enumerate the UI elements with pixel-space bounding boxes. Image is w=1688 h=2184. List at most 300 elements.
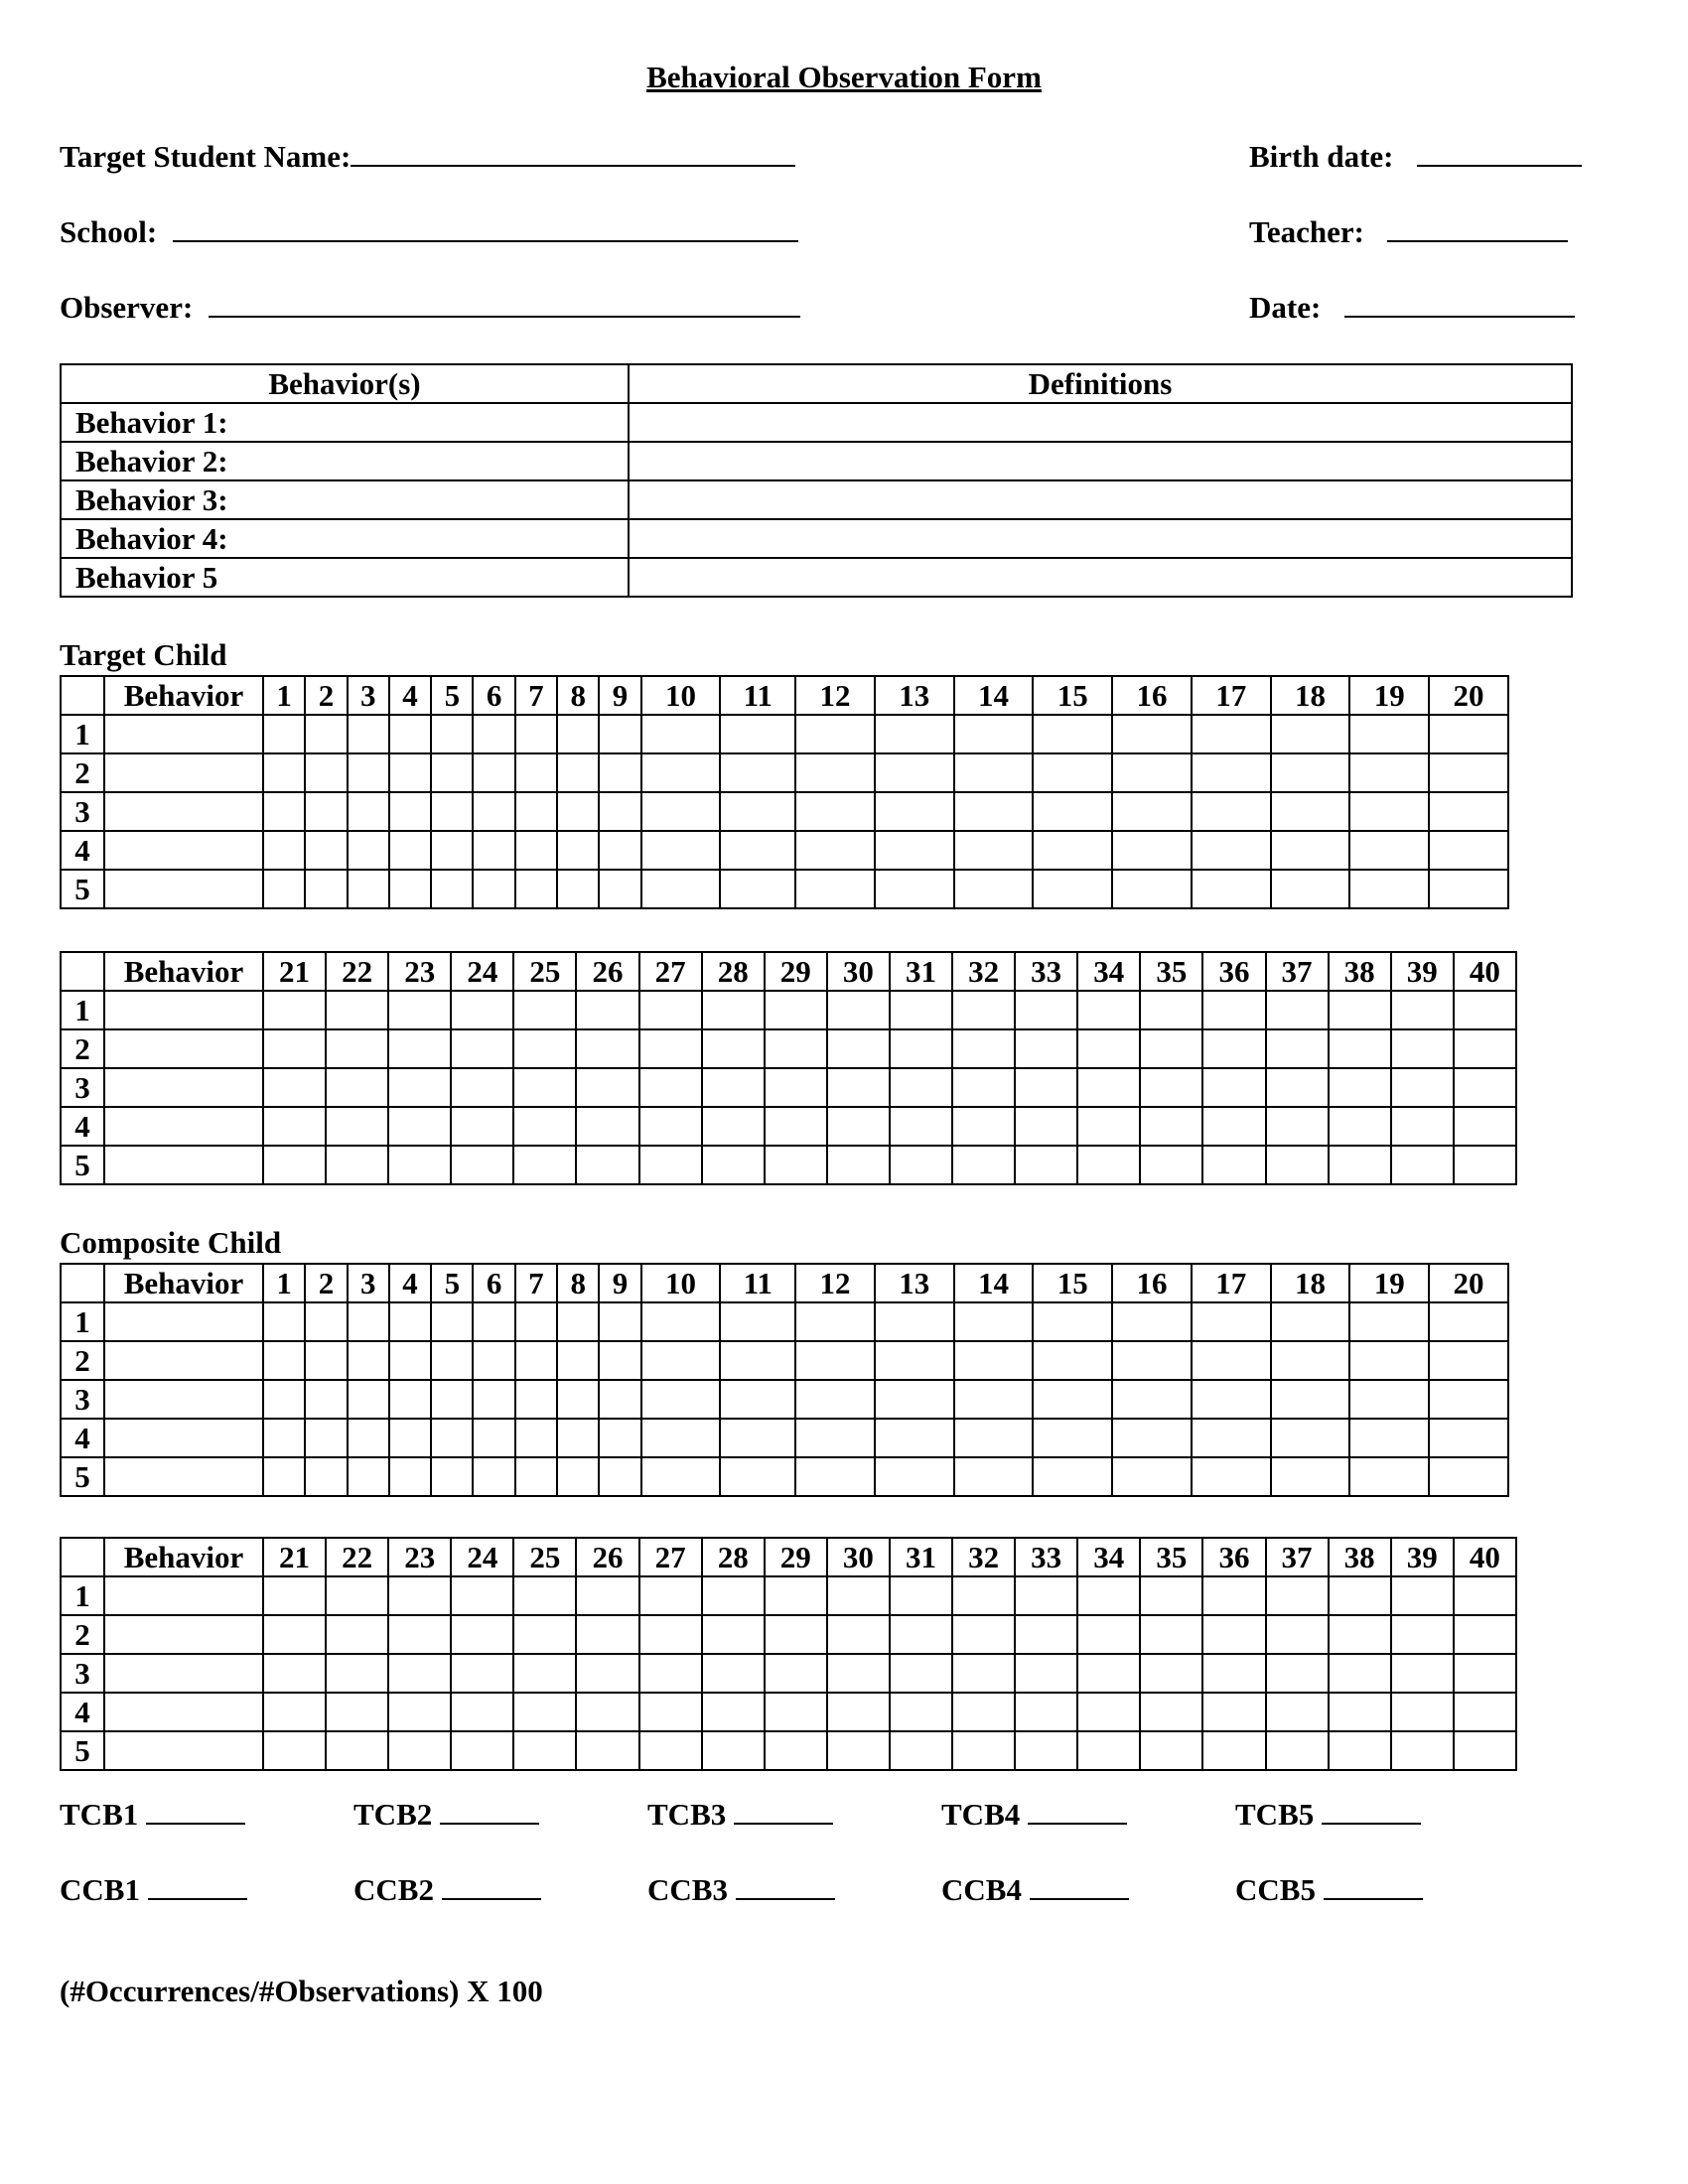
observation-cell[interactable] bbox=[954, 1419, 1034, 1457]
observation-cell[interactable] bbox=[576, 1107, 638, 1146]
observation-cell[interactable] bbox=[1329, 991, 1391, 1029]
observation-cell[interactable] bbox=[952, 1146, 1015, 1184]
observation-cell[interactable] bbox=[1112, 792, 1192, 831]
observation-cell[interactable] bbox=[388, 1615, 451, 1654]
observation-cell[interactable] bbox=[1077, 1654, 1140, 1693]
observation-cell[interactable] bbox=[557, 1302, 599, 1341]
observation-cell[interactable] bbox=[451, 1146, 513, 1184]
observation-cell[interactable] bbox=[1140, 1068, 1202, 1107]
observation-cell[interactable] bbox=[263, 1029, 326, 1068]
observation-cell[interactable] bbox=[1391, 1615, 1454, 1654]
observation-cell[interactable] bbox=[827, 1615, 890, 1654]
observation-cell[interactable] bbox=[263, 831, 305, 870]
observation-cell[interactable] bbox=[388, 1029, 451, 1068]
observation-cell[interactable] bbox=[720, 1457, 795, 1496]
observation-cell[interactable] bbox=[641, 1457, 721, 1496]
observation-cell[interactable] bbox=[1454, 1146, 1516, 1184]
behavior-cell[interactable] bbox=[104, 1146, 263, 1184]
behavior-cell[interactable] bbox=[104, 1302, 263, 1341]
behavior-cell[interactable] bbox=[104, 991, 263, 1029]
observation-cell[interactable] bbox=[263, 1654, 326, 1693]
observation-cell[interactable] bbox=[827, 1654, 890, 1693]
behavior-cell[interactable] bbox=[104, 1341, 263, 1380]
observation-cell[interactable] bbox=[765, 991, 827, 1029]
ccb-score-input[interactable] bbox=[736, 1872, 835, 1900]
observation-cell[interactable] bbox=[1391, 1029, 1454, 1068]
observer-input[interactable] bbox=[209, 288, 800, 318]
observation-cell[interactable] bbox=[1112, 870, 1192, 908]
observation-cell[interactable] bbox=[875, 1341, 954, 1380]
observation-cell[interactable] bbox=[451, 1576, 513, 1615]
observation-cell[interactable] bbox=[389, 831, 431, 870]
observation-cell[interactable] bbox=[1391, 991, 1454, 1029]
observation-cell[interactable] bbox=[389, 715, 431, 753]
observation-cell[interactable] bbox=[1112, 1380, 1192, 1419]
observation-cell[interactable] bbox=[599, 753, 640, 792]
observation-cell[interactable] bbox=[515, 792, 557, 831]
observation-cell[interactable] bbox=[515, 715, 557, 753]
observation-cell[interactable] bbox=[875, 1457, 954, 1496]
observation-cell[interactable] bbox=[952, 1693, 1015, 1731]
observation-cell[interactable] bbox=[1033, 1341, 1112, 1380]
observation-cell[interactable] bbox=[431, 715, 473, 753]
observation-cell[interactable] bbox=[639, 1731, 702, 1770]
observation-cell[interactable] bbox=[1329, 1731, 1391, 1770]
observation-cell[interactable] bbox=[473, 1380, 514, 1419]
observation-cell[interactable] bbox=[451, 1029, 513, 1068]
observation-cell[interactable] bbox=[720, 1302, 795, 1341]
observation-cell[interactable] bbox=[515, 1302, 557, 1341]
observation-cell[interactable] bbox=[473, 1341, 514, 1380]
observation-cell[interactable] bbox=[305, 715, 347, 753]
tcb-score-input[interactable] bbox=[146, 1797, 245, 1825]
observation-cell[interactable] bbox=[1112, 831, 1192, 870]
behavior-cell[interactable] bbox=[104, 792, 263, 831]
observation-cell[interactable] bbox=[1140, 1029, 1202, 1068]
observation-cell[interactable] bbox=[720, 870, 795, 908]
observation-cell[interactable] bbox=[326, 1146, 388, 1184]
observation-cell[interactable] bbox=[952, 1107, 1015, 1146]
definition-cell[interactable] bbox=[629, 403, 1572, 442]
observation-cell[interactable] bbox=[599, 870, 640, 908]
observation-cell[interactable] bbox=[348, 1419, 389, 1457]
observation-cell[interactable] bbox=[389, 1457, 431, 1496]
observation-cell[interactable] bbox=[1112, 715, 1192, 753]
tcb-score-input[interactable] bbox=[1322, 1797, 1421, 1825]
observation-cell[interactable] bbox=[720, 753, 795, 792]
observation-cell[interactable] bbox=[1429, 1302, 1508, 1341]
observation-cell[interactable] bbox=[389, 792, 431, 831]
behavior-cell[interactable] bbox=[104, 1731, 263, 1770]
observation-cell[interactable] bbox=[326, 991, 388, 1029]
observation-cell[interactable] bbox=[1015, 1146, 1077, 1184]
behavior-cell[interactable] bbox=[104, 1029, 263, 1068]
observation-cell[interactable] bbox=[1266, 1107, 1329, 1146]
definition-cell[interactable] bbox=[629, 442, 1572, 480]
observation-cell[interactable] bbox=[1033, 870, 1112, 908]
observation-cell[interactable] bbox=[326, 1029, 388, 1068]
observation-cell[interactable] bbox=[1349, 1380, 1429, 1419]
observation-cell[interactable] bbox=[263, 1107, 326, 1146]
observation-cell[interactable] bbox=[641, 792, 721, 831]
observation-cell[interactable] bbox=[1140, 1107, 1202, 1146]
observation-cell[interactable] bbox=[1271, 1302, 1350, 1341]
observation-cell[interactable] bbox=[326, 1615, 388, 1654]
observation-cell[interactable] bbox=[576, 1576, 638, 1615]
teacher-input[interactable] bbox=[1387, 212, 1568, 242]
observation-cell[interactable] bbox=[599, 831, 640, 870]
observation-cell[interactable] bbox=[1329, 1654, 1391, 1693]
observation-cell[interactable] bbox=[263, 1615, 326, 1654]
observation-cell[interactable] bbox=[1202, 1654, 1265, 1693]
observation-cell[interactable] bbox=[305, 1302, 347, 1341]
observation-cell[interactable] bbox=[952, 1654, 1015, 1693]
observation-cell[interactable] bbox=[720, 831, 795, 870]
observation-cell[interactable] bbox=[795, 715, 875, 753]
behavior-cell[interactable] bbox=[104, 1693, 263, 1731]
observation-cell[interactable] bbox=[875, 792, 954, 831]
observation-cell[interactable] bbox=[827, 991, 890, 1029]
observation-cell[interactable] bbox=[263, 1693, 326, 1731]
observation-cell[interactable] bbox=[557, 792, 599, 831]
observation-cell[interactable] bbox=[515, 1341, 557, 1380]
observation-cell[interactable] bbox=[576, 1029, 638, 1068]
observation-cell[interactable] bbox=[1429, 715, 1508, 753]
behavior-cell[interactable] bbox=[104, 1654, 263, 1693]
observation-cell[interactable] bbox=[513, 1068, 576, 1107]
observation-cell[interactable] bbox=[388, 991, 451, 1029]
observation-cell[interactable] bbox=[1329, 1576, 1391, 1615]
behavior-cell[interactable] bbox=[104, 1068, 263, 1107]
observation-cell[interactable] bbox=[599, 715, 640, 753]
observation-cell[interactable] bbox=[702, 1693, 765, 1731]
behavior-cell[interactable] bbox=[104, 715, 263, 753]
observation-cell[interactable] bbox=[702, 1654, 765, 1693]
observation-cell[interactable] bbox=[954, 1457, 1034, 1496]
observation-cell[interactable] bbox=[890, 1731, 952, 1770]
observation-cell[interactable] bbox=[557, 870, 599, 908]
observation-cell[interactable] bbox=[954, 1380, 1034, 1419]
observation-cell[interactable] bbox=[641, 831, 721, 870]
behavior-cell[interactable] bbox=[104, 1419, 263, 1457]
observation-cell[interactable] bbox=[1192, 1302, 1271, 1341]
observation-cell[interactable] bbox=[326, 1107, 388, 1146]
observation-cell[interactable] bbox=[1454, 1029, 1516, 1068]
observation-cell[interactable] bbox=[702, 1615, 765, 1654]
ccb-score-input[interactable] bbox=[1030, 1872, 1129, 1900]
observation-cell[interactable] bbox=[1454, 1693, 1516, 1731]
observation-cell[interactable] bbox=[1140, 1654, 1202, 1693]
observation-cell[interactable] bbox=[1202, 1107, 1265, 1146]
observation-cell[interactable] bbox=[1112, 1302, 1192, 1341]
observation-cell[interactable] bbox=[1140, 1576, 1202, 1615]
observation-cell[interactable] bbox=[795, 831, 875, 870]
observation-cell[interactable] bbox=[1192, 1457, 1271, 1496]
observation-cell[interactable] bbox=[1015, 991, 1077, 1029]
observation-cell[interactable] bbox=[1202, 1731, 1265, 1770]
observation-cell[interactable] bbox=[1454, 991, 1516, 1029]
observation-cell[interactable] bbox=[875, 1302, 954, 1341]
observation-cell[interactable] bbox=[515, 1380, 557, 1419]
observation-cell[interactable] bbox=[1015, 1576, 1077, 1615]
observation-cell[interactable] bbox=[305, 753, 347, 792]
observation-cell[interactable] bbox=[641, 1380, 721, 1419]
observation-cell[interactable] bbox=[599, 1302, 640, 1341]
observation-cell[interactable] bbox=[890, 1576, 952, 1615]
observation-cell[interactable] bbox=[348, 1457, 389, 1496]
observation-cell[interactable] bbox=[1202, 1029, 1265, 1068]
observation-cell[interactable] bbox=[1077, 1615, 1140, 1654]
observation-cell[interactable] bbox=[1015, 1615, 1077, 1654]
observation-cell[interactable] bbox=[557, 831, 599, 870]
observation-cell[interactable] bbox=[795, 753, 875, 792]
observation-cell[interactable] bbox=[1391, 1576, 1454, 1615]
observation-cell[interactable] bbox=[952, 1029, 1015, 1068]
observation-cell[interactable] bbox=[1429, 1380, 1508, 1419]
observation-cell[interactable] bbox=[1033, 753, 1112, 792]
observation-cell[interactable] bbox=[875, 831, 954, 870]
observation-cell[interactable] bbox=[557, 1341, 599, 1380]
observation-cell[interactable] bbox=[473, 1302, 514, 1341]
observation-cell[interactable] bbox=[795, 1302, 875, 1341]
observation-cell[interactable] bbox=[641, 715, 721, 753]
observation-cell[interactable] bbox=[473, 831, 514, 870]
observation-cell[interactable] bbox=[1391, 1068, 1454, 1107]
behavior-cell[interactable] bbox=[104, 1457, 263, 1496]
observation-cell[interactable] bbox=[1266, 1029, 1329, 1068]
observation-cell[interactable] bbox=[451, 1654, 513, 1693]
observation-cell[interactable] bbox=[348, 1380, 389, 1419]
observation-cell[interactable] bbox=[641, 1302, 721, 1341]
tcb-score-input[interactable] bbox=[1028, 1797, 1127, 1825]
observation-cell[interactable] bbox=[954, 1302, 1034, 1341]
observation-cell[interactable] bbox=[263, 1302, 305, 1341]
observation-cell[interactable] bbox=[1140, 1693, 1202, 1731]
observation-cell[interactable] bbox=[326, 1576, 388, 1615]
observation-cell[interactable] bbox=[1033, 1419, 1112, 1457]
observation-cell[interactable] bbox=[765, 1615, 827, 1654]
observation-cell[interactable] bbox=[389, 1380, 431, 1419]
observation-cell[interactable] bbox=[1112, 1419, 1192, 1457]
observation-cell[interactable] bbox=[1266, 1654, 1329, 1693]
observation-cell[interactable] bbox=[1329, 1029, 1391, 1068]
observation-cell[interactable] bbox=[1202, 1576, 1265, 1615]
observation-cell[interactable] bbox=[431, 1419, 473, 1457]
observation-cell[interactable] bbox=[1429, 831, 1508, 870]
observation-cell[interactable] bbox=[263, 1457, 305, 1496]
observation-cell[interactable] bbox=[890, 1654, 952, 1693]
observation-cell[interactable] bbox=[451, 991, 513, 1029]
observation-cell[interactable] bbox=[1015, 1029, 1077, 1068]
definition-cell[interactable] bbox=[629, 519, 1572, 558]
observation-cell[interactable] bbox=[765, 1068, 827, 1107]
observation-cell[interactable] bbox=[1349, 1457, 1429, 1496]
observation-cell[interactable] bbox=[1271, 831, 1350, 870]
observation-cell[interactable] bbox=[639, 1146, 702, 1184]
observation-cell[interactable] bbox=[827, 1068, 890, 1107]
observation-cell[interactable] bbox=[1266, 1615, 1329, 1654]
observation-cell[interactable] bbox=[1271, 1341, 1350, 1380]
observation-cell[interactable] bbox=[513, 991, 576, 1029]
observation-cell[interactable] bbox=[431, 753, 473, 792]
observation-cell[interactable] bbox=[1266, 1731, 1329, 1770]
observation-cell[interactable] bbox=[890, 1615, 952, 1654]
observation-cell[interactable] bbox=[348, 870, 389, 908]
observation-cell[interactable] bbox=[1077, 1731, 1140, 1770]
observation-cell[interactable] bbox=[1271, 753, 1350, 792]
observation-cell[interactable] bbox=[599, 792, 640, 831]
observation-cell[interactable] bbox=[513, 1654, 576, 1693]
observation-cell[interactable] bbox=[639, 1576, 702, 1615]
observation-cell[interactable] bbox=[513, 1107, 576, 1146]
observation-cell[interactable] bbox=[795, 1457, 875, 1496]
observation-cell[interactable] bbox=[1391, 1146, 1454, 1184]
observation-cell[interactable] bbox=[1429, 792, 1508, 831]
observation-cell[interactable] bbox=[702, 1068, 765, 1107]
observation-cell[interactable] bbox=[263, 870, 305, 908]
observation-cell[interactable] bbox=[1349, 753, 1429, 792]
observation-cell[interactable] bbox=[388, 1693, 451, 1731]
observation-cell[interactable] bbox=[451, 1107, 513, 1146]
observation-cell[interactable] bbox=[348, 792, 389, 831]
observation-cell[interactable] bbox=[765, 1731, 827, 1770]
observation-cell[interactable] bbox=[557, 1457, 599, 1496]
observation-cell[interactable] bbox=[954, 831, 1034, 870]
observation-cell[interactable] bbox=[639, 1654, 702, 1693]
observation-cell[interactable] bbox=[765, 1693, 827, 1731]
observation-cell[interactable] bbox=[389, 753, 431, 792]
behavior-cell[interactable] bbox=[104, 831, 263, 870]
observation-cell[interactable] bbox=[1077, 1107, 1140, 1146]
observation-cell[interactable] bbox=[795, 1380, 875, 1419]
observation-cell[interactable] bbox=[431, 792, 473, 831]
observation-cell[interactable] bbox=[952, 1576, 1015, 1615]
observation-cell[interactable] bbox=[1454, 1731, 1516, 1770]
observation-cell[interactable] bbox=[1192, 1341, 1271, 1380]
observation-cell[interactable] bbox=[431, 1457, 473, 1496]
observation-cell[interactable] bbox=[513, 1693, 576, 1731]
observation-cell[interactable] bbox=[1266, 1693, 1329, 1731]
observation-cell[interactable] bbox=[389, 1302, 431, 1341]
behavior-cell[interactable] bbox=[104, 1615, 263, 1654]
observation-cell[interactable] bbox=[1329, 1693, 1391, 1731]
observation-cell[interactable] bbox=[952, 1731, 1015, 1770]
observation-cell[interactable] bbox=[451, 1068, 513, 1107]
observation-cell[interactable] bbox=[1271, 1380, 1350, 1419]
observation-cell[interactable] bbox=[263, 753, 305, 792]
observation-cell[interactable] bbox=[263, 715, 305, 753]
observation-cell[interactable] bbox=[702, 1029, 765, 1068]
observation-cell[interactable] bbox=[348, 715, 389, 753]
observation-cell[interactable] bbox=[1429, 753, 1508, 792]
observation-cell[interactable] bbox=[576, 991, 638, 1029]
observation-cell[interactable] bbox=[1329, 1615, 1391, 1654]
observation-cell[interactable] bbox=[515, 753, 557, 792]
behavior-cell[interactable] bbox=[104, 753, 263, 792]
ccb-score-input[interactable] bbox=[442, 1872, 541, 1900]
observation-cell[interactable] bbox=[1202, 1615, 1265, 1654]
observation-cell[interactable] bbox=[954, 870, 1034, 908]
tcb-score-input[interactable] bbox=[734, 1797, 833, 1825]
observation-cell[interactable] bbox=[1033, 1380, 1112, 1419]
observation-cell[interactable] bbox=[1077, 1146, 1140, 1184]
observation-cell[interactable] bbox=[1015, 1107, 1077, 1146]
behavior-cell[interactable] bbox=[104, 1576, 263, 1615]
observation-cell[interactable] bbox=[1140, 1146, 1202, 1184]
observation-cell[interactable] bbox=[702, 991, 765, 1029]
observation-cell[interactable] bbox=[1266, 1576, 1329, 1615]
observation-cell[interactable] bbox=[639, 1107, 702, 1146]
observation-cell[interactable] bbox=[1202, 991, 1265, 1029]
observation-cell[interactable] bbox=[515, 870, 557, 908]
date-input[interactable] bbox=[1344, 288, 1575, 318]
observation-cell[interactable] bbox=[1271, 792, 1350, 831]
observation-cell[interactable] bbox=[263, 1576, 326, 1615]
observation-cell[interactable] bbox=[1015, 1068, 1077, 1107]
observation-cell[interactable] bbox=[765, 1654, 827, 1693]
observation-cell[interactable] bbox=[795, 792, 875, 831]
observation-cell[interactable] bbox=[305, 1341, 347, 1380]
observation-cell[interactable] bbox=[890, 991, 952, 1029]
observation-cell[interactable] bbox=[1349, 1419, 1429, 1457]
observation-cell[interactable] bbox=[1077, 1576, 1140, 1615]
observation-cell[interactable] bbox=[795, 1341, 875, 1380]
observation-cell[interactable] bbox=[576, 1068, 638, 1107]
observation-cell[interactable] bbox=[1192, 753, 1271, 792]
observation-cell[interactable] bbox=[451, 1731, 513, 1770]
observation-cell[interactable] bbox=[1391, 1654, 1454, 1693]
observation-cell[interactable] bbox=[388, 1107, 451, 1146]
observation-cell[interactable] bbox=[720, 1341, 795, 1380]
observation-cell[interactable] bbox=[263, 1068, 326, 1107]
observation-cell[interactable] bbox=[1192, 1380, 1271, 1419]
observation-cell[interactable] bbox=[1391, 1107, 1454, 1146]
observation-cell[interactable] bbox=[1192, 792, 1271, 831]
observation-cell[interactable] bbox=[875, 715, 954, 753]
observation-cell[interactable] bbox=[473, 1419, 514, 1457]
observation-cell[interactable] bbox=[263, 1419, 305, 1457]
observation-cell[interactable] bbox=[263, 1380, 305, 1419]
observation-cell[interactable] bbox=[1349, 792, 1429, 831]
observation-cell[interactable] bbox=[513, 1029, 576, 1068]
observation-cell[interactable] bbox=[305, 1457, 347, 1496]
observation-cell[interactable] bbox=[1429, 870, 1508, 908]
observation-cell[interactable] bbox=[1033, 715, 1112, 753]
observation-cell[interactable] bbox=[1077, 1068, 1140, 1107]
observation-cell[interactable] bbox=[1329, 1107, 1391, 1146]
observation-cell[interactable] bbox=[389, 870, 431, 908]
observation-cell[interactable] bbox=[326, 1731, 388, 1770]
observation-cell[interactable] bbox=[576, 1615, 638, 1654]
observation-cell[interactable] bbox=[639, 1615, 702, 1654]
observation-cell[interactable] bbox=[557, 1380, 599, 1419]
observation-cell[interactable] bbox=[1015, 1693, 1077, 1731]
observation-cell[interactable] bbox=[720, 1419, 795, 1457]
observation-cell[interactable] bbox=[890, 1107, 952, 1146]
observation-cell[interactable] bbox=[388, 1576, 451, 1615]
observation-cell[interactable] bbox=[952, 1068, 1015, 1107]
observation-cell[interactable] bbox=[473, 1457, 514, 1496]
observation-cell[interactable] bbox=[1077, 991, 1140, 1029]
observation-cell[interactable] bbox=[827, 1107, 890, 1146]
observation-cell[interactable] bbox=[1202, 1146, 1265, 1184]
observation-cell[interactable] bbox=[720, 715, 795, 753]
observation-cell[interactable] bbox=[431, 831, 473, 870]
observation-cell[interactable] bbox=[1192, 870, 1271, 908]
observation-cell[interactable] bbox=[1454, 1654, 1516, 1693]
observation-cell[interactable] bbox=[473, 870, 514, 908]
observation-cell[interactable] bbox=[1015, 1731, 1077, 1770]
